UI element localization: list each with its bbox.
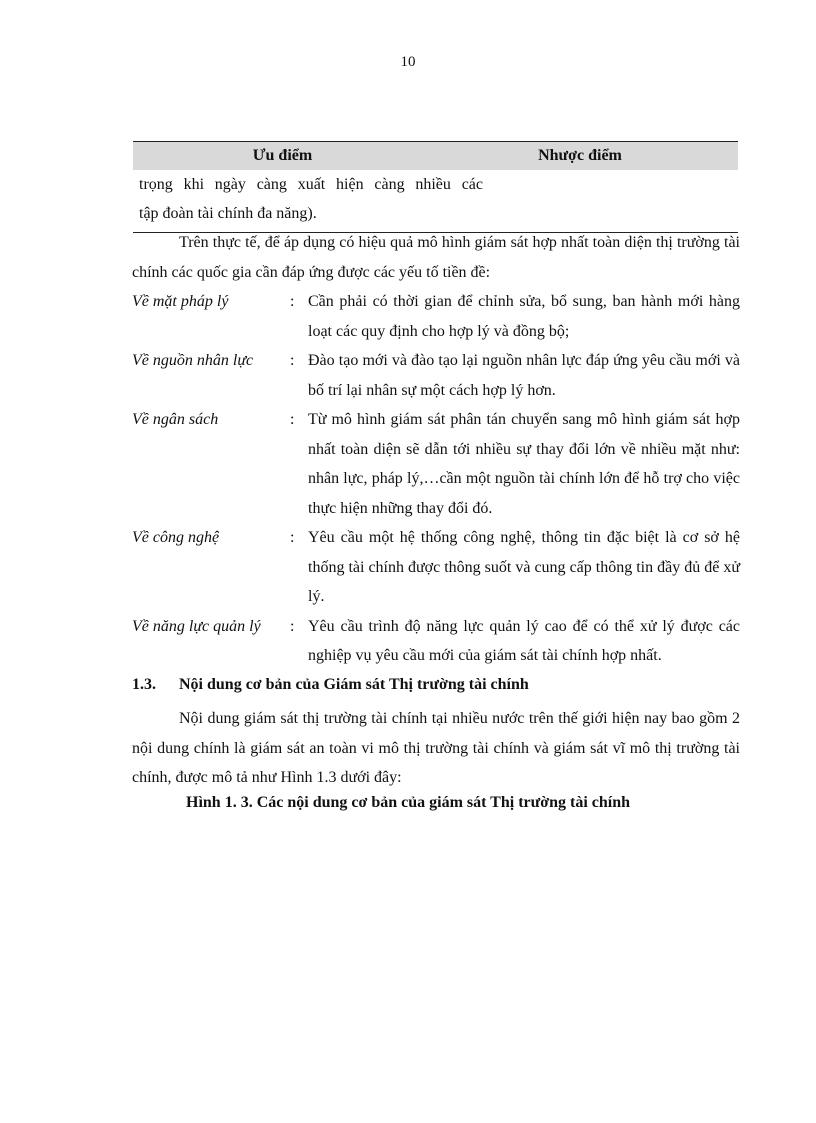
requirement-label: Về ngân sách [132, 411, 219, 428]
colon: : [290, 293, 295, 310]
table-cell-line: tập đoàn tài chính đa năng). [139, 205, 317, 222]
section-number: 1.3. [132, 676, 156, 693]
table-cell-line: trọng khi ngày càng xuất hiện càng nhiều các [139, 176, 483, 193]
list-item [132, 523, 740, 612]
list-item [132, 346, 740, 405]
colon: : [290, 529, 295, 546]
requirements-list [132, 287, 740, 671]
requirement-text: Đào tạo mới và đào tạo lại nguồn nhân lực đáp ứng yêu cầu mới và bố trí lại nhân sự một cách hợp lý hơn. [308, 352, 740, 399]
list-item [132, 287, 740, 346]
requirement-text: Yêu cầu một hệ thống công nghệ, thông tin đặc biệt là cơ sở hệ thống tài chính được thông suốt và cung cấp thông tin đầy đủ để xử lý. [308, 529, 740, 605]
requirement-label: Về nguồn nhân lực [132, 352, 254, 369]
requirement-text: Từ mô hình giám sát phân tán chuyển sang mô hình giám sát hợp nhất toàn diện sẽ dẫn tới nhiều sự thay đổi lớn về nhiều mặt như: nhân lực, pháp lý,…cần một nguồn tài chính lớn để hỗ trợ cho việc thực hiện những thay đổi đó. [308, 411, 740, 517]
list-item [132, 612, 740, 671]
colon: : [290, 411, 295, 428]
pros-cons-table [133, 141, 738, 233]
colon: : [290, 352, 295, 369]
table-header [133, 142, 738, 170]
requirement-label: Về năng lực quản lý [132, 617, 261, 635]
table-header-pros: Ưu điểm [252, 147, 313, 164]
paragraph-content: Nội dung giám sát thị trường tài chính tại nhiều nước trên thế giới hiện nay bao gồm 2 nội dung chính là giám sát an toàn vi mô thị trường tài chính và giám sát vĩ mô thị trường tài chính, được mô tả như Hình 1.3 dưới đây: [132, 710, 740, 786]
list-item [132, 405, 740, 523]
requirement-text: Yêu cầu trình độ năng lực quản lý cao để có thể xử lý được các nghiệp vụ yêu cầu mới của giám sát tài chính hợp nhất. [308, 617, 740, 664]
table-header-cons: Nhược điểm [538, 147, 622, 164]
page-number: 10 [400, 54, 416, 70]
requirement-label: Về công nghệ [132, 529, 220, 546]
figure-caption: Hình 1. 3. Các nội dung cơ bản của giám sát Thị trường tài chính [186, 794, 630, 811]
colon: : [290, 617, 295, 635]
section-title: Nội dung cơ bản của Giám sát Thị trường tài chính [179, 676, 529, 693]
section-heading [132, 676, 529, 694]
requirement-text: Cần phải có thời gian để chỉnh sửa, bổ sung, ban hành mới hàng loạt các quy định cho hợp lý và đồng bộ; [308, 293, 740, 340]
requirement-label: Về mặt pháp lý [132, 293, 229, 310]
paragraph-prerequisites: Trên thực tế, để áp dụng có hiệu quả mô hình giám sát hợp nhất toàn diện thị trường tài chính các quốc gia cần đáp ứng được các yếu tố tiền đề: [132, 234, 740, 281]
